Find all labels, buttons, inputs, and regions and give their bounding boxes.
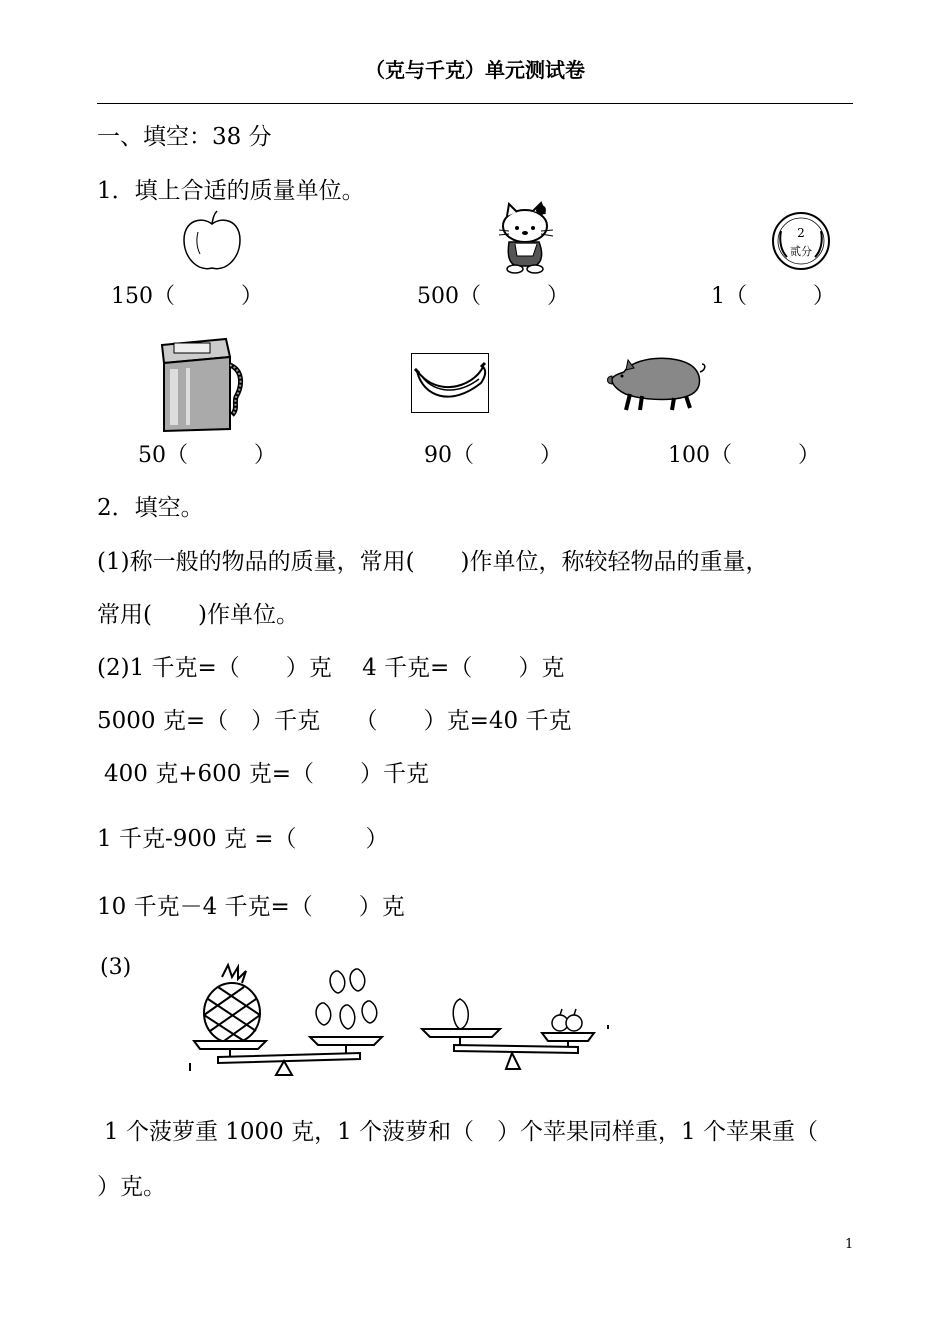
question-2-2-line5: 10 千克－4 千克=（ ）克 (97, 894, 405, 920)
question-2-2-line4: 1 千克-900 克 =（ ） (97, 826, 389, 852)
coin-value: 2 (797, 226, 805, 240)
page-number: 1 (845, 1237, 854, 1252)
question-2-prompt: 2．填空。 (97, 495, 204, 521)
title-divider (97, 103, 853, 104)
coin-label: 贰分 (790, 245, 812, 258)
question-2-2-line2: 5000 克=（ ）千克 （ ）克=40 千克 (97, 708, 572, 734)
question-2-3-label: (3) (100, 955, 132, 980)
pig-icon (604, 350, 710, 412)
question-2-3-line1: 1 个菠萝重 1000 克，1 个菠萝和（ ）个苹果同样重，1 个苹果重（ (104, 1119, 818, 1145)
coin-icon (771, 211, 831, 271)
question-2-2-line1: (2)1 千克=（ ）克 4 千克=（ ）克 (97, 655, 565, 681)
balance-pear-apples-icon (420, 995, 615, 1075)
banana-icon (411, 353, 489, 413)
item-doll-answer: 500（ ） (417, 284, 569, 309)
apple-icon (180, 210, 244, 274)
question-2-1-line1: (1)称一般的物品的质量，常用( )作单位，称较轻物品的重量， (97, 549, 769, 575)
item-apple-answer: 150（ ） (111, 284, 263, 309)
item-banana-answer: 90（ ） (424, 443, 562, 468)
balance-pineapple-pears-icon (188, 965, 388, 1080)
item-pig-answer: 100（ ） (668, 443, 820, 468)
item-washer-answer: 50（ ） (138, 443, 276, 468)
item-coin-answer: 1（ ） (711, 284, 835, 309)
page-title: （克与千克）单元测试卷 (365, 58, 585, 82)
hello-kitty-icon (497, 200, 557, 274)
question-2-1-line2: 常用( )作单位。 (97, 602, 299, 628)
section-heading: 一、填空：38 分 (97, 124, 272, 150)
question-2-2-line3: 400 克+600 克=（ ）千克 (104, 761, 429, 787)
washing-machine-icon (158, 335, 246, 433)
question-2-3-line2: ）克。 (97, 1174, 166, 1200)
question-1-prompt: 1．填上合适的质量单位。 (97, 178, 365, 204)
